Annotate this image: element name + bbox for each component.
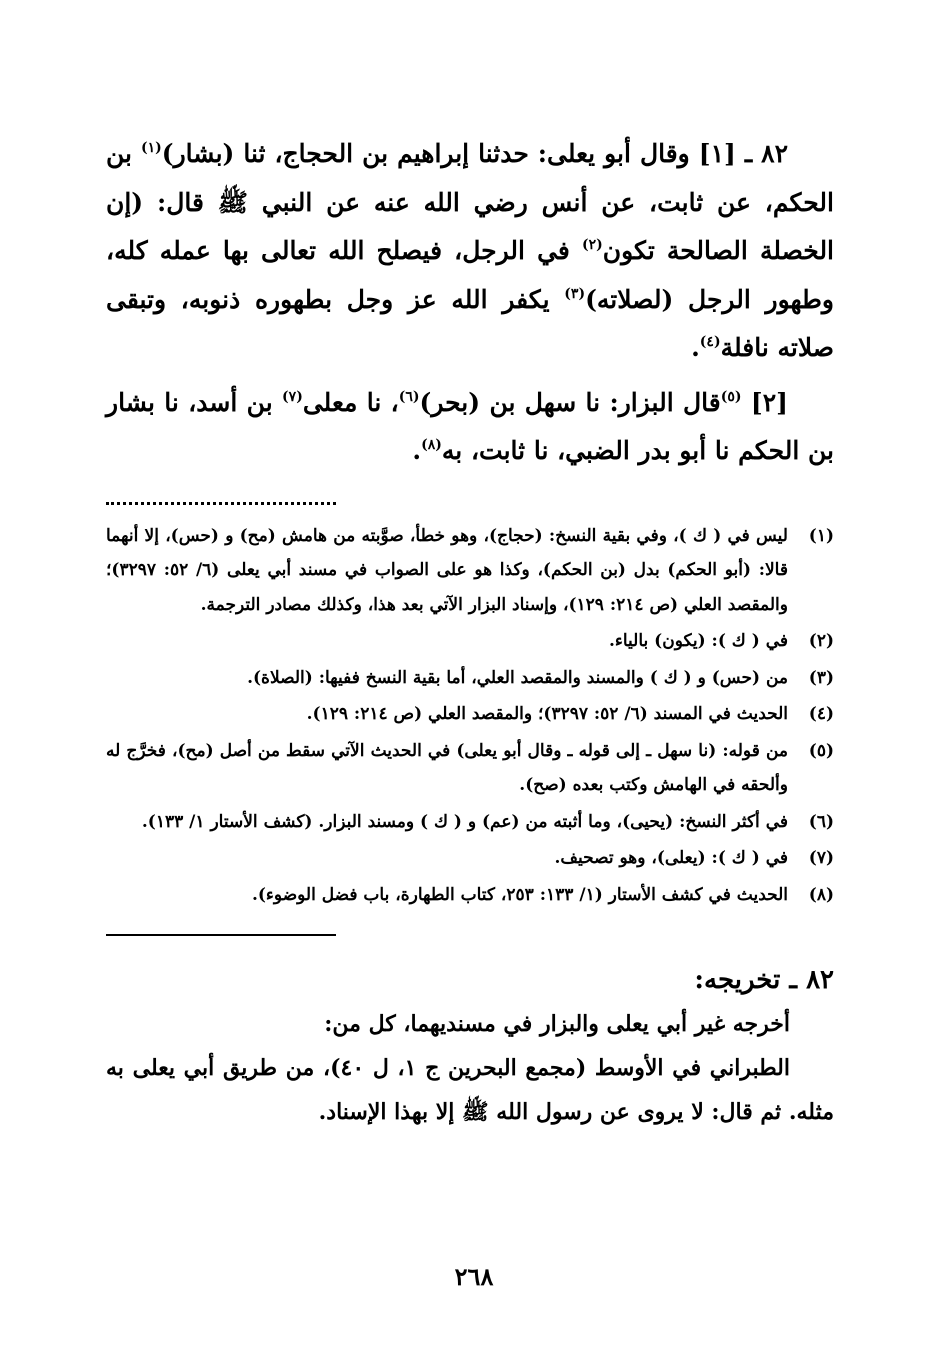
footnote-number: (٦): [808, 811, 834, 832]
text-run: بن الحكم، عن ثابت، عن أنس رضي الله عنه عن النبي ﷺ قال: (إن الخصلة الصالحة تكون: [106, 139, 835, 265]
footnote: [106, 878, 834, 913]
footnote-number: (٤): [808, 704, 834, 724]
text-run: قال البزار: نا سهل بن (بحر): [419, 387, 721, 417]
footnote-number: (١): [808, 525, 834, 546]
footnote-ref: (١): [140, 140, 162, 157]
text-run: .: [691, 333, 700, 362]
text-run: ، نا معلى: [302, 387, 399, 417]
takhrij-line: أخرجه غير أبي يعلى والبزار في مسنديهما، كل من:: [324, 1011, 790, 1037]
footnotes: [106, 519, 834, 913]
page-body: [106, 130, 834, 1134]
takhrij-line: الطبراني في الأوسط (مجمع البحرين ج ١، ل ٤٠)، من طريق أبي يعلى به مثله. ثم قال: لا يروى عن رسول الله ﷺ إلا بهذا الإسناد.: [106, 1055, 834, 1125]
text-run: [٢]: [741, 387, 788, 417]
takhrij-section: [106, 958, 834, 1134]
footnote-text: من (حس) و ( ك ) والمسند والمقصد العلي، أما بقية النسخ ففيها: (الصلاة).: [247, 667, 788, 688]
footnote-number: (٣): [808, 667, 834, 688]
footnote-text: في ( ك ): (يعلى)، وهو تصحيف.: [554, 848, 788, 868]
text-run: في الرجل، فيصلح الله تعالى بها عمله كله، وطهور الرجل (لصلاته): [106, 236, 834, 314]
text-run: بن أسد، نا بشار بن الحكم نا أبو بدر الضبي، نا ثابت، به: [106, 387, 834, 465]
footnote: [106, 841, 834, 876]
footnote-ref: (٦): [398, 388, 420, 405]
footnote-text: الحديث في كشف الأستار (١/ ١٣٣: ٢٥٣، كتاب الطهارة، باب فضل الوضوء).: [251, 884, 788, 905]
footnote-ref: (٢): [581, 237, 603, 254]
hadith-paragraph-2: [106, 379, 834, 476]
footnote: [106, 734, 834, 803]
footnote-number: (٥): [808, 740, 834, 761]
hadith-paragraph-1: [106, 130, 834, 373]
footnote-number: (٨): [808, 884, 834, 905]
footnote-text: في أكثر النسخ: (يحيى)، وما أثبته من (عم) و ( ك ) ومسند البزار. (كشف الأستار ١/ ١٣٣).: [141, 811, 788, 832]
footnote-ref: (٤): [699, 334, 721, 351]
takhrij-heading: ٨٢ ـ تخريجه:: [694, 965, 834, 995]
section-rule: [106, 934, 336, 936]
footnote-number: (٢): [808, 631, 834, 651]
footnote-ref: (٣): [564, 285, 586, 302]
footnote-text: من قوله: (نا سهل ـ إلى قوله ـ وقال أبو يعلى) في الحديث الآتي سقط من أصل (مح)، فخرَّج له وألحقه في الهامش وكتب بعده (صح).: [106, 740, 788, 795]
footnote: [106, 624, 834, 659]
footnote-ref: (٥): [720, 388, 742, 405]
footnote-number: (٧): [808, 848, 834, 868]
text-run: ٨٢ ـ [١] وقال أبو يعلى: حدثنا إبراهيم بن الحجاج، ثنا (بشار): [161, 139, 788, 168]
footnote: [106, 519, 834, 623]
footnote-text: الحديث في المسند (٦/ ٥٢: ٣٢٩٧)؛ والمقصد العلي (ص ٢١٤: ١٢٩).: [306, 704, 788, 724]
text-run: يكفر الله عز وجل بطهوره ذنوبه، وتبقى صلاته نافلة: [106, 284, 834, 362]
footnote-text: ليس في ( ك )، وفي بقية النسخ: (حجاج)، وهو خطأ، صوَّبته من هامش (مح) و (حس)، إلا أنهما قالا: (أبو الحكم) بدل (بن الحكم)، وكذا هو على الصواب في مسند أبي يعلى (٦/ ٥٢: ٣٢٩٧)؛ والمقصد العلي (ص ٢١٤: ١٢٩)، وإسناد البزار الآتي بعد هذا، وكذلك مصادر الترجمة.: [106, 525, 788, 615]
page-number: ٢٦٨: [454, 1262, 494, 1291]
footnote-separator: [106, 488, 336, 505]
footnote-ref: (٧): [282, 388, 303, 405]
footnote: [106, 661, 834, 696]
footnote: [106, 805, 834, 840]
footnote: [106, 697, 834, 732]
main-text: [106, 130, 834, 476]
footnote-ref: (٨): [421, 437, 442, 454]
footnote-text: في ( ك ): (يكون) بالياء.: [608, 631, 788, 651]
text-run: .: [412, 436, 422, 465]
